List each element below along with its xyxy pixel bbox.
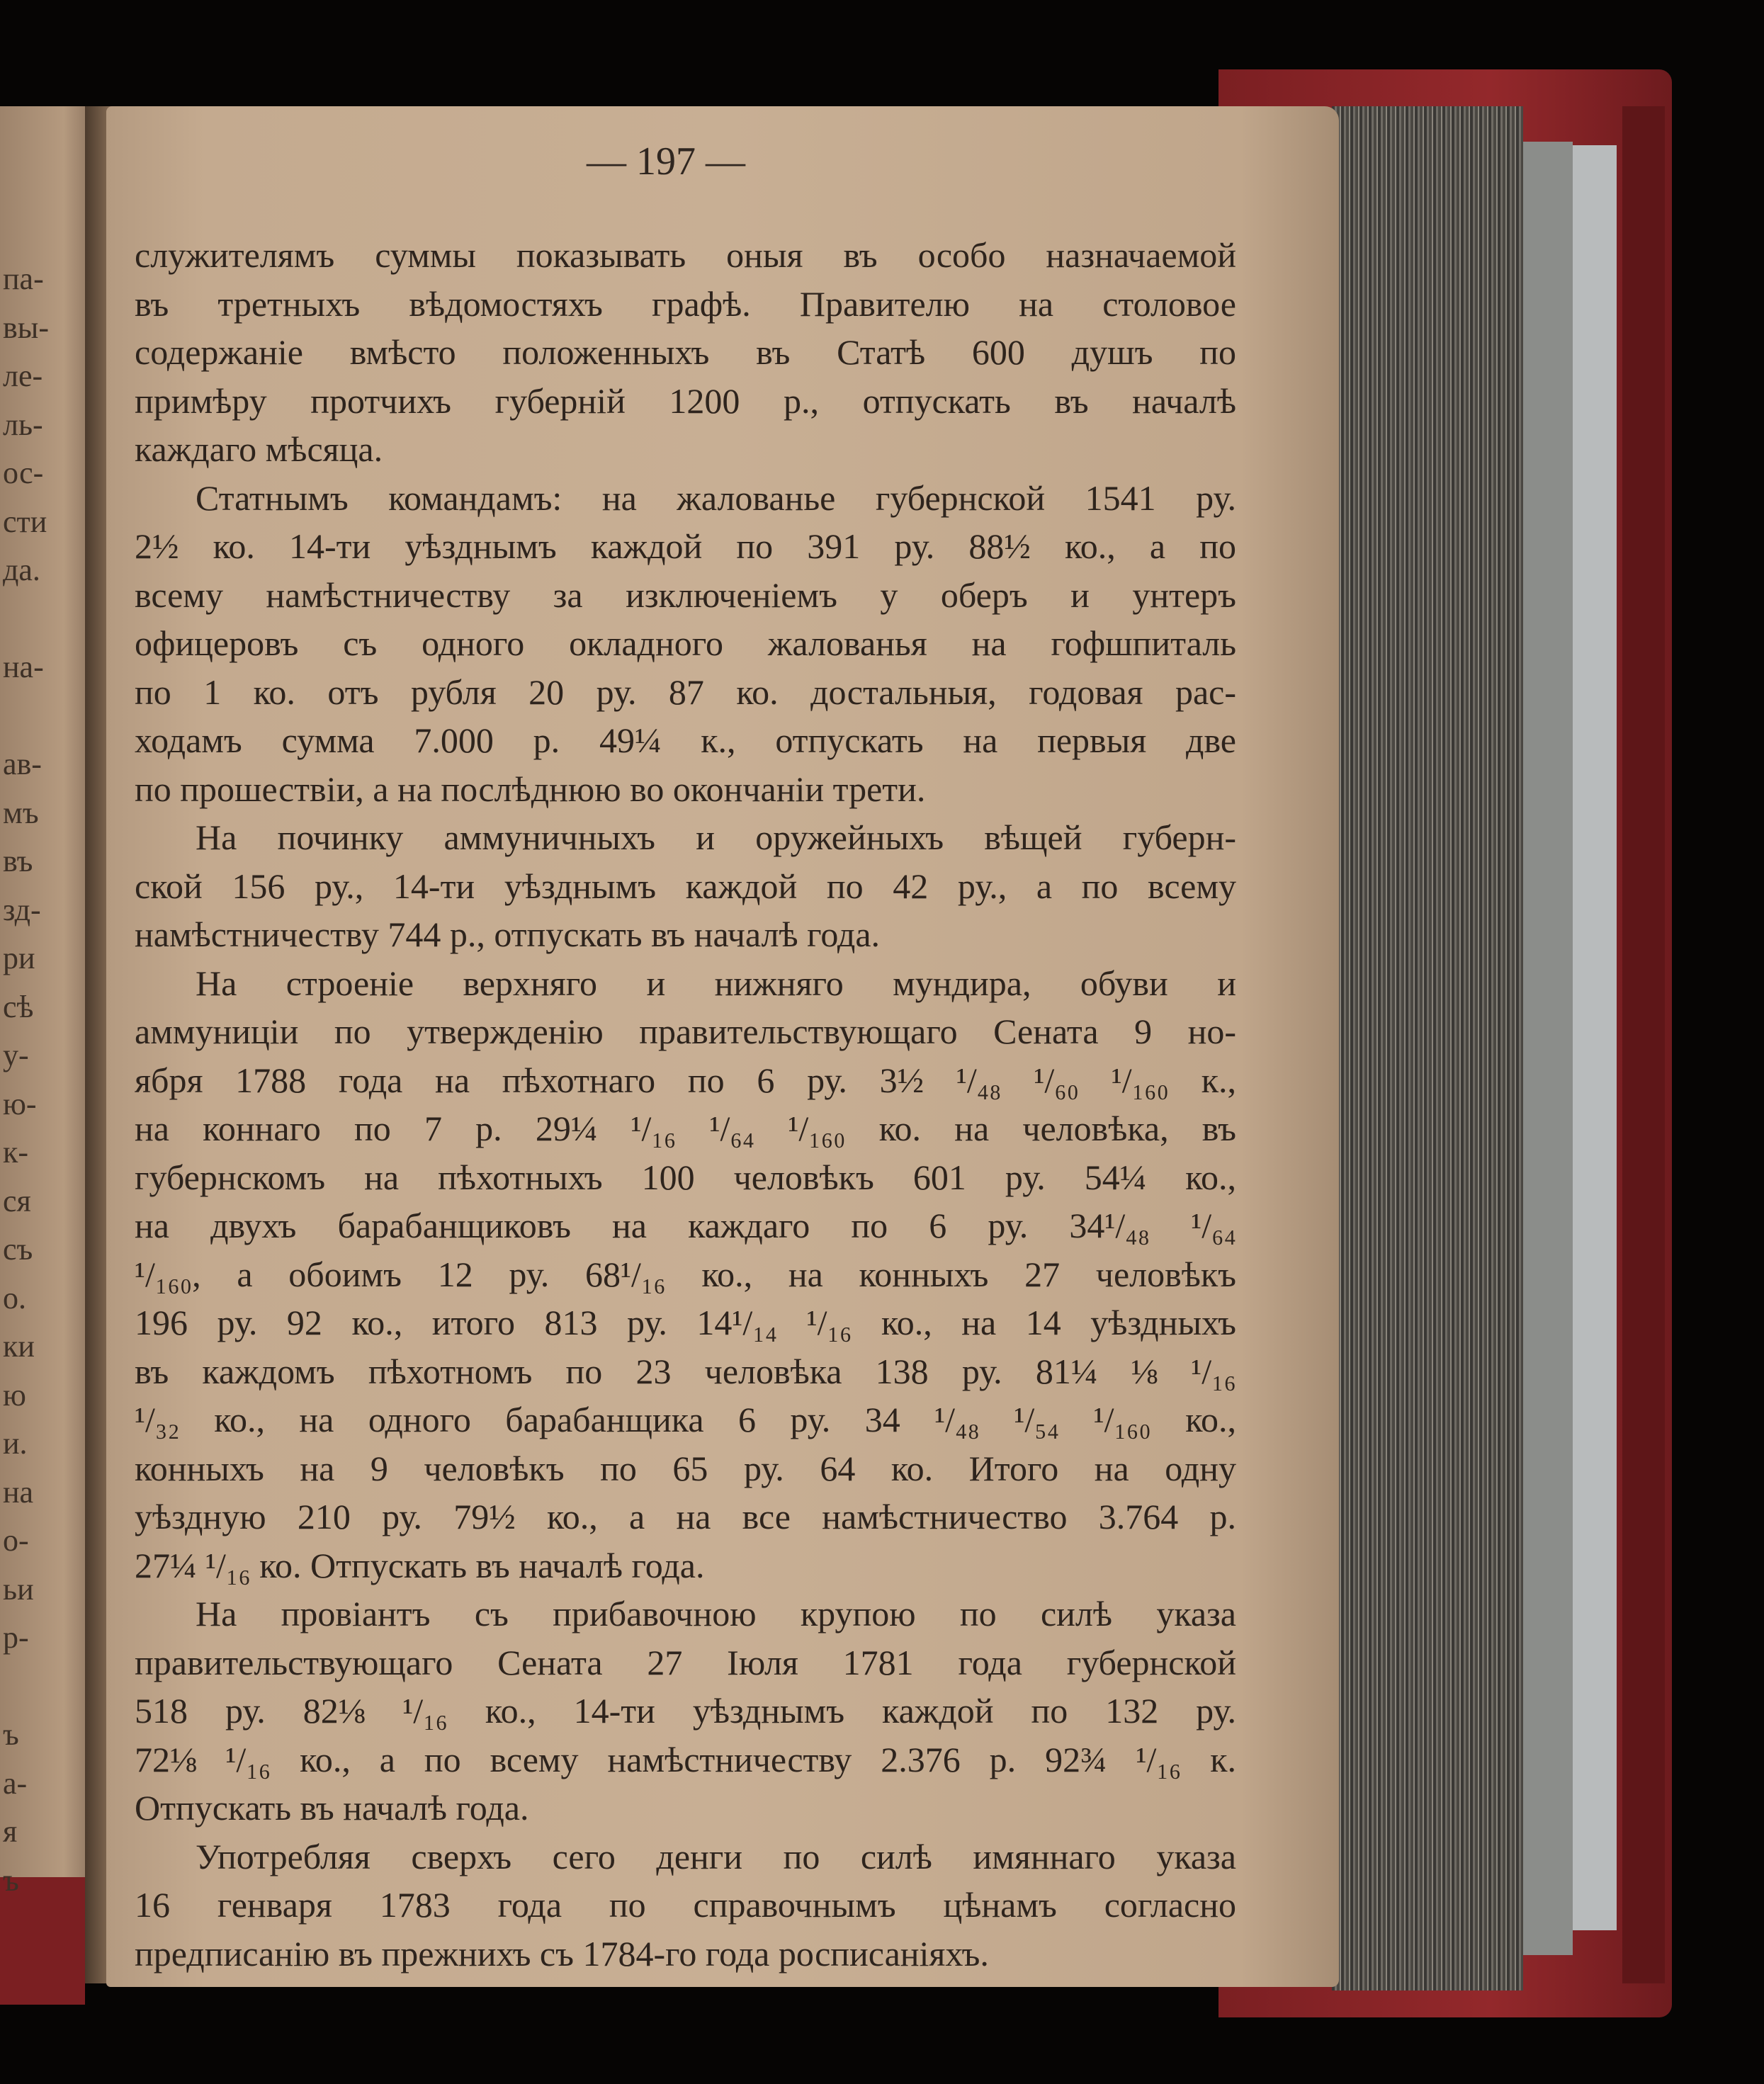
text-line: 196 ру. 92 ко., итого 813 ру. 14¹/₁₄ ¹/₁₆ ко., на 14 уѣздныхъ [135, 1303, 1236, 1342]
page-number: — 197 — [587, 140, 745, 183]
text-line: губернскомъ на пѣхотныхъ 100 человѣкъ 601 ру. 54¼ ко., [135, 1157, 1236, 1197]
left-fragment: у- [3, 1038, 29, 1072]
left-fragment [3, 692, 81, 741]
left-fragment: ки [3, 1329, 35, 1364]
text-line: въ каждомъ пѣхотномъ по 23 человѣка 138 ру. 81¼ ⅛ ¹/₁₆ [135, 1351, 1236, 1391]
left-fragment: вы- [3, 310, 49, 345]
text-line: на двухъ барабанщиковъ на каждаго по 6 ру. 34¹/₄₈ ¹/₆₄ [135, 1206, 1236, 1245]
paragraph [135, 1590, 1236, 1833]
left-fragment: на [3, 1474, 34, 1510]
left-fragment: ав- [3, 747, 42, 781]
left-fragment: к- [3, 1135, 29, 1170]
text-line: 518 ру. 82⅛ ¹/₁₆ ко., 14-ти уѣзднымъ каждой по 132 ру. [135, 1691, 1236, 1731]
left-fragment: а- [3, 1765, 28, 1801]
left-fragment: о- [3, 1523, 29, 1558]
text-line: ¹/₁₆₀, а обоимъ 12 ру. 68¹/₁₆ ко., на конныхъ 27 человѣкъ [135, 1254, 1236, 1294]
left-fragment: ъ [3, 1862, 19, 1898]
left-fragment [3, 1663, 81, 1711]
text-line: въ третныхъ вѣдомостяхъ графѣ. Правителю на столовое [135, 283, 1236, 324]
text-line: служителямъ суммы показывать оныя въ особо назначаемой [135, 235, 1236, 275]
left-fragment: ль- [3, 407, 43, 442]
text-line: офицеровъ съ одного окладного жалованья на гофшпиталь [135, 623, 1236, 663]
text-line: примѣру протчихъ губерній 1200 р., отпускать въ началѣ [135, 380, 1236, 421]
text-line: ября 1788 года на пѣхотнаго по 6 ру. 3½ ¹/₄₈ ¹/₆₀ ¹/₁₆₀ к., [135, 1060, 1236, 1100]
left-fragment: въ [3, 844, 33, 878]
left-fragment: я [3, 1814, 18, 1849]
left-fragment: на- [3, 650, 44, 684]
text-line: 72⅛ ¹/₁₆ ко., а по всему намѣстничеству 2.376 р. 92¾ ¹/₁₆ к. [135, 1739, 1236, 1779]
text-line: каждаго мѣсяца. [135, 429, 383, 469]
left-fragment: ри [3, 941, 35, 975]
text-line: аммуниціи по утвержденію правительствующаго Сената 9 но- [135, 1012, 1236, 1051]
text-line: на коннаго по 7 р. 29¼ ¹/₁₆ ¹/₆₄ ¹/₁₆₀ ко. на человѣка, въ [135, 1109, 1236, 1148]
text-line: Употребляя сверхъ сего денги по силѣ имяннаго указа [196, 1836, 1236, 1876]
left-fragment: ю [3, 1377, 26, 1412]
text-line: ской 156 ру., 14-ти уѣзднымъ каждой по 42 ру., а по всему [135, 866, 1236, 906]
left-fragment: па- [3, 261, 44, 296]
text-line: предписанію въ прежнихъ съ 1784-го года росписаніяхъ. [135, 1933, 989, 1973]
left-fragment: р- [3, 1620, 29, 1655]
text-line: ¹/₃₂ ко., на одного барабанщика 6 ру. 34 ¹/₄₈ ¹/₅₄ ¹/₁₆₀ ко., [135, 1400, 1236, 1439]
paragraph [135, 474, 1236, 814]
left-fragment: сти [3, 504, 47, 539]
left-page-text-fragments [3, 255, 81, 1905]
text-line: уѣздную 210 ру. 79½ ко., а на все намѣстничество 3.764 р. [135, 1497, 1236, 1536]
left-fragment: ле- [3, 358, 43, 393]
text-line: На провіантъ съ прибавочною крупою по силѣ указа [196, 1594, 1236, 1633]
page-edges [1332, 106, 1523, 1990]
page-edge-light [1523, 142, 1573, 1955]
left-fragment: мъ [3, 795, 39, 830]
text-line: конныхъ на 9 человѣкъ по 65 ру. 64 ко. Итого на одну [135, 1448, 1236, 1488]
paragraph [135, 231, 1236, 474]
paragraph [135, 813, 1236, 959]
page-body-text [135, 231, 1236, 1978]
text-line: по прошествіи, а на послѣднюю во окончаніи трети. [135, 769, 926, 809]
book-endpaper [1573, 145, 1617, 1930]
paragraph [135, 1833, 1236, 1978]
left-fragment: ю- [3, 1086, 37, 1121]
paragraph [135, 959, 1236, 1590]
text-line: 27¼ ¹/₁₆ ко. Отпускать въ началѣ года. [135, 1545, 705, 1585]
text-line: На строеніе верхняго и нижняго мундира, обуви и [196, 963, 1236, 1003]
text-line: Отпускать въ началѣ года. [135, 1788, 529, 1828]
left-fragment: ъ [3, 1717, 19, 1752]
text-line: Статнымъ командамъ: на жалованье губернской 1541 ру. [196, 477, 1236, 518]
left-fragment [3, 595, 81, 644]
left-fragment: сѣ [3, 989, 34, 1024]
text-line: по 1 ко. отъ рубля 20 ру. 87 ко. достальныя, годовая рас- [135, 672, 1236, 712]
text-line: 2½ ко. 14-ти уѣзднымъ каждой по 391 ру. 88½ ко., а по [135, 526, 1236, 566]
text-line: На починку аммуничныхъ и оружейныхъ вѣщей губерн- [196, 817, 1236, 857]
left-fragment: ос- [3, 455, 44, 490]
left-fragment: ся [3, 1183, 31, 1218]
cover-shadow [1622, 106, 1665, 1983]
text-line: правительствующаго Сената 27 Іюля 1781 года губернской [135, 1642, 1236, 1682]
text-line: 16 генваря 1783 года по справочнымъ цѣнамъ согласно [135, 1885, 1236, 1925]
left-fragment: зд- [3, 892, 41, 927]
left-fragment: ьи [3, 1571, 34, 1607]
text-line: всему намѣстничеству за изключеніемъ у оберъ и унтеръ [135, 574, 1236, 615]
text-line: содержаніе вмѣсто положенныхъ въ Статѣ 600 душъ по [135, 332, 1236, 372]
left-fragment: да. [3, 553, 40, 587]
left-fragment: съ [3, 1232, 33, 1267]
left-fragment: о. [3, 1280, 26, 1315]
left-fragment: и. [3, 1426, 28, 1461]
text-line: намѣстничеству 744 р., отпускать въ началѣ года. [135, 914, 881, 954]
text-line: ходамъ сумма 7.000 р. 49¼ к., отпускать на первыя две [135, 720, 1236, 760]
